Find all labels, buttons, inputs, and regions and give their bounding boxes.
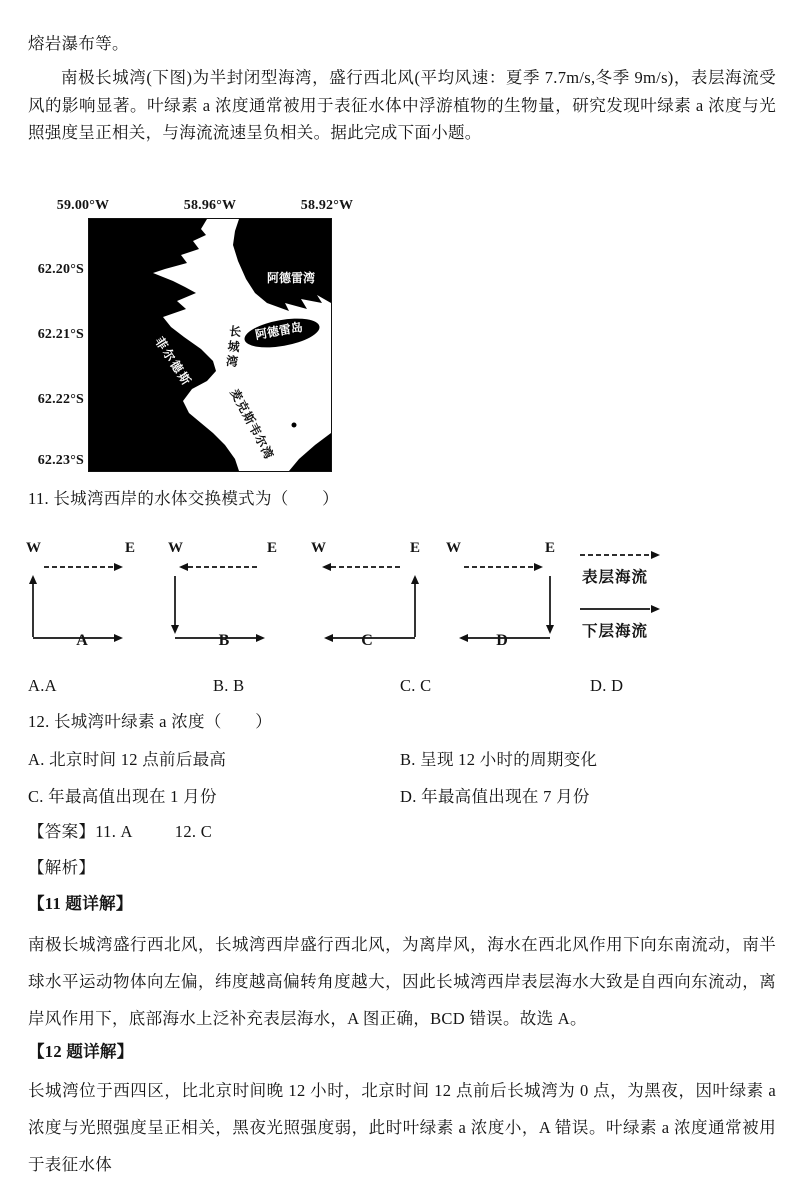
islet	[292, 423, 297, 428]
map-figure	[88, 218, 332, 472]
land-northeast	[233, 219, 331, 311]
bottom-current-arrow-icon	[578, 602, 670, 616]
map-land-svg	[89, 219, 331, 471]
answer-label: 【答案】	[28, 822, 96, 841]
exchange-diagram-d	[446, 540, 558, 652]
map-label-fildes: 菲尔德斯	[152, 334, 195, 390]
west-label: W	[311, 540, 326, 556]
map-label-maxwell-bay: 麦克斯韦尔湾	[227, 386, 277, 462]
surface-current-arrow-icon	[578, 548, 670, 562]
east-label: E	[267, 540, 278, 556]
legend-surface-current-label: 表层海流	[582, 569, 649, 586]
q11-choice-a: A.A	[28, 676, 57, 695]
exchange-diagram-c	[311, 540, 423, 652]
latitude-label: 62.22°S	[37, 392, 84, 407]
answer-line	[28, 818, 212, 842]
diagram-letter: A	[76, 632, 88, 649]
explain-11-text: 南极长城湾盛行西北风，长城湾西岸盛行西北风，为离岸风，海水在西北风作用下向东南流动，南半球水平运动物体向左偏，纬度越高偏转角度越大，因此长城湾西岸表层海水大致是自西向东流动，离岸风作用下，底部海水上泛补充表层海水，A 图正确，BCD 错误。故选 A。	[28, 935, 776, 1028]
explain-11-heading: 【11 题详解】	[28, 894, 133, 913]
latitude-label: 62.20°S	[37, 262, 84, 277]
latitude-label: 62.23°S	[37, 453, 84, 468]
q11-choice-d: D. D	[590, 676, 624, 695]
west-label: W	[168, 540, 183, 556]
east-label: E	[545, 540, 556, 556]
longitude-label: 58.96°W	[183, 198, 237, 213]
map-label-adley-island: 阿德雷岛	[254, 319, 304, 343]
map-label-great-wall-bay: 长城湾	[223, 324, 243, 371]
q12-option-d: D. 年最高值出现在 7 月份	[400, 787, 590, 806]
answer-q12: 12. C	[174, 822, 213, 841]
q12-option-b: B. 呈现 12 小时的周期变化	[400, 750, 598, 769]
question-11-stem: 11. 长城湾西岸的水体交换模式为（ ）	[28, 489, 339, 508]
map-label-adley-cove: 阿德雷湾	[267, 271, 316, 285]
diagram-letter: B	[218, 632, 230, 649]
answer-q11: 11. A	[95, 822, 133, 841]
latitude-label: 62.21°S	[37, 327, 84, 342]
longitude-label: 58.92°W	[300, 198, 354, 213]
explain-12-heading: 【12 题详解】	[28, 1042, 134, 1061]
exchange-diagram-a	[26, 540, 138, 652]
legend-bottom-current-label: 下层海流	[582, 623, 649, 640]
longitude-label: 59.00°W	[56, 198, 110, 213]
question-12-stem: 12. 长城湾叶绿素 a 浓度（ ）	[28, 712, 273, 731]
q12-option-c: C. 年最高值出现在 1 月份	[28, 787, 217, 806]
q12-option-a: A. 北京时间 12 点前后最高	[28, 750, 227, 769]
diagram-letter: C	[361, 632, 373, 649]
east-label: E	[125, 540, 136, 556]
diagram-letter: D	[496, 632, 508, 649]
intro-tail-text: 熔岩瀑布等。	[28, 34, 129, 53]
west-label: W	[26, 540, 41, 556]
explain-12-text: 长城湾位于西四区，比北京时间晚 12 小时，北京时间 12 点前后长城湾为 0 点，为黑夜，因叶绿素 a 浓度与光照强度呈正相关，黑夜光照强度弱，此时叶绿素 a 浓度小，A 错误。叶绿素 a 浓度通常被用于表征水体	[28, 1081, 776, 1174]
q11-choice-c: C. C	[400, 676, 432, 695]
east-label: E	[410, 540, 421, 556]
land-southeast-corner	[289, 433, 331, 471]
passage-text: 南极长城湾(下图)为半封闭型海湾，盛行西北风(平均风速：夏季 7.7m/s,冬季 9m/s)，表层海流受风的影响显著。叶绿素 a 浓度通常被用于表征水体中浮游植物的生物量，研究发现叶绿素 a 浓度与光照强度呈正相关，与海流流速呈负相关。据此完成下面小题。	[28, 68, 776, 142]
west-label: W	[446, 540, 461, 556]
analysis-heading: 【解析】	[28, 858, 96, 877]
exchange-diagram-b	[168, 540, 280, 652]
q11-choice-b: B. B	[213, 676, 245, 695]
